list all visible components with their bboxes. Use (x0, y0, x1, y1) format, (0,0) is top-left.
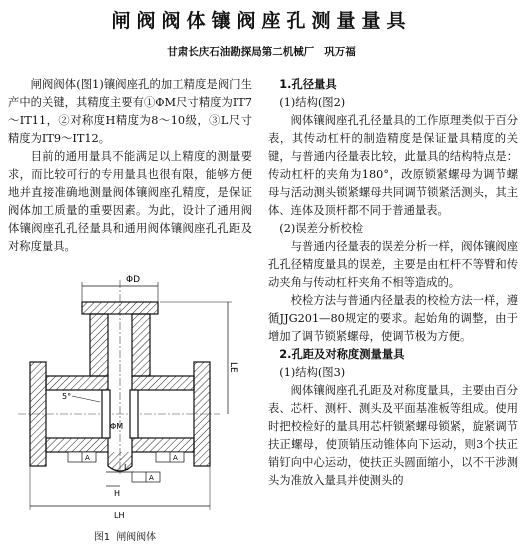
section-2-1-heading: (1)结构(图3) (279, 366, 346, 379)
section-1-2-paragraph-1: 与普通内径量表的误差分析一样，阀体镶阀座孔孔径精度量具的误差，主要是由杠杆不等臂和传动夹角与传动杠杆夹角不相等造成的。 (268, 240, 518, 289)
dim-LH: LH (114, 511, 125, 520)
figure-caption-text: 闸阀阀体 (116, 532, 157, 543)
figure-label: 图1 (93, 532, 111, 543)
dim-phiD: ΦD (126, 275, 141, 285)
author-name: 巩万福 (324, 46, 356, 58)
article-title: 闸阀阀体镶阀座孔测量量具 (111, 10, 412, 32)
right-column (268, 76, 518, 490)
intro-paragraph: 闸阀阀体(图1)镶阀座孔的加工精度是阀门生产中的关键，其精度主要有①ΦM尺寸精度为IT7～IT11，②对称度H精度为8～10级，③L尺寸精度为IT9～IT12。 (8, 78, 252, 145)
dim-phiM: ΦM (110, 422, 124, 431)
section-1-1-heading: (1)结构(图2) (279, 96, 346, 109)
datum-A-bottom: A (149, 474, 154, 482)
gate-valve-body-drawing (10, 266, 245, 528)
dim-H: H (114, 489, 121, 498)
section-2-heading: 2.孔距及对称度测量量具 (279, 348, 405, 361)
byline (0, 44, 523, 59)
author-organization: 甘肃长庆石油勘探局第二机械厂 (167, 46, 315, 58)
datum-A-right: A (173, 454, 178, 462)
section-1-2-paragraph-2: 校检方法与普通内径量表的校检方法一样，遵循JJG201—80规定的要求。起始角的调整，由于增加了调节锁紧螺母，使调节极为方便。 (268, 294, 518, 343)
dim-LE: LE (228, 362, 238, 373)
figure-caption (0, 528, 250, 543)
figure-1 (10, 266, 245, 528)
purpose-paragraph: 目前的通用量具不能满足以上精度的测量要求，而比较可行的专用量具也很有限，能够方便地并直接准确地测量阀体镶阀座孔精度，是保证阀体加工质量的重要因素。为此，设计了通用阀体镶阀座孔孔径量具和通用阀体镶阀座孔孔距及对称度量具。 (8, 150, 252, 253)
section-2-1-paragraph: 阀体镶阀座孔孔距及对称度量具，主要由百分表、芯杆、测杆、测头及平面基准板等组成。使用时把校检好的量具用芯杆锁紧螺母锁紧，旋紧调节扶正螺母，使顶销压动锥体向下运动，则3个扶正销钉向中心运动，使扶正头圆面缩小，以不干涉测头为准放入量具并使测头的 (268, 384, 518, 487)
dim-angle: 5° (62, 392, 72, 401)
section-1-2-heading: (2)误差分析校检 (279, 222, 364, 235)
left-column (8, 76, 252, 256)
datum-A-left: A (85, 454, 90, 462)
section-1-1-paragraph: 阀体镶阀座孔孔径量具的工作原理类似于百分表，其传动杠杆的制造精度是保证量具精度的关键，与普通内径量表比较，此量具的结构特点是：传动杠杆的夹角为180°，改原锁紧螺母为调节螺母与活动测头锁紧螺母共同调节锁紧活测头，其主体、连体及顶杆都不同于普通量表。 (268, 114, 518, 217)
dim-L: L (124, 463, 129, 472)
section-1-heading: 1.孔径量具 (279, 78, 337, 91)
